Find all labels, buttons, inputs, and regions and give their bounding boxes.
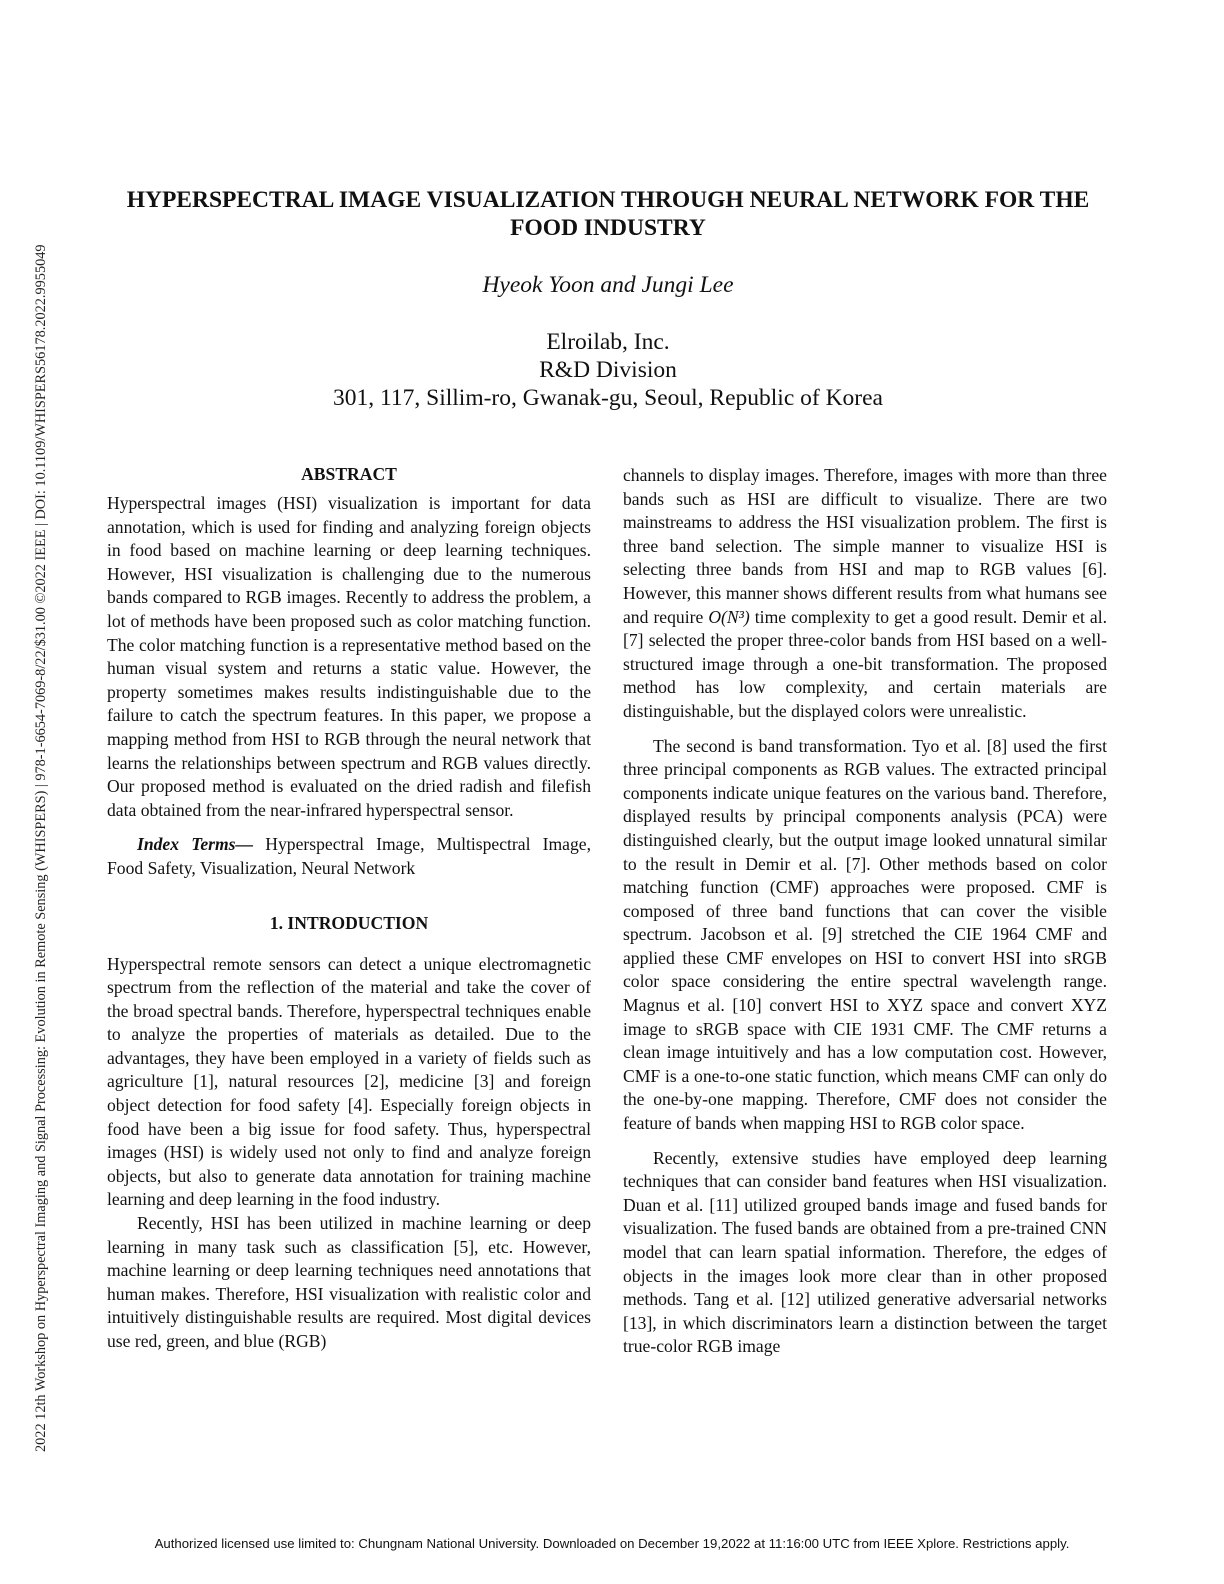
paper-authors: Hyeok Yoon and Jungi Lee <box>482 272 734 298</box>
affiliation-org: Elroilab, Inc. <box>546 329 670 355</box>
paper-title: HYPERSPECTRAL IMAGE VISUALIZATION THROUGH NEURAL NETWORK FOR THE FOOD INDUSTRY <box>126 187 1090 241</box>
left-column <box>107 462 591 1354</box>
intro-paragraph-2: Recently, HSI has been utilized in machine learning or deep learning in many task such as classification [5], etc. However, machine learning or deep learning techniques need annotations that human makes. Therefore, HSI visualization with realistic color and intuitively distinguishable results are required. Most digital devices use red, green, and blue (RGB) <box>107 1213 591 1351</box>
license-footer: Authorized licensed use limited to: Chungnam National University. Downloaded on December 19,2022 at 11:16:00 UTC from IEEE Xplore. Restrictions apply. <box>154 1536 1070 1551</box>
index-terms-text: Hyperspectral Image, Multispectral Image, Food Safety, Visualization, Neural Network <box>107 834 591 878</box>
affiliation <box>100 328 1116 412</box>
doi-side-note-text: 2022 12th Workshop on Hyperspectral Imaging and Signal Processing: Evolution in Remote Sensing (WHISPERS) | 978-1-6654-7069-8/22/$31.00 ©2022 IEEE | DOI: 10.1109/WHISPERS56178.2022.9955049 <box>33 244 49 1452</box>
index-terms-label: Index Terms— <box>137 834 254 855</box>
intro-paragraph-4: The second is band transformation. Tyo et al. [8] used the first three principal components as RGB values. The extracted principal components indicate unique features on the various band. Therefore, displayed results by principal components analysis (PCA) were distinguished clearly, but the output image looked unnatural similar to the result in Demir et al. [7]. Other methods based on color matching function (CMF) approaches were proposed. CMF is composed of three band functions that can cover the visible spectrum. Jacobson et al. [9] stretched the CIE 1964 CMF and applied these CMF envelopes on HSI to convert HSI into sRGB color space considering the entire spectral wavelength range. Magnus et al. [10] convert HSI to XYZ space and convert XYZ image to sRGB space with CIE 1931 CMF. The CMF returns a clean image intuitively and has a low computation cost. However, CMF is a one-to-one static function, which means CMF can only do the one-by-one mapping. Therefore, CMF does not consider the feature of bands when mapping HSI to RGB color space. <box>623 735 1107 1134</box>
intro-paragraph-1: Hyperspectral remote sensors can detect a unique electromagnetic spectrum from the reflection of the material and take the cover of the broad spectral bands. Therefore, hyperspectral techniques enable to analyze the properties of materials as detailed. Due to the advantages, they have been employed in a variety of fields such as agriculture [1], natural resources [2], medicine [3] and foreign object detection for food safety [4]. Especially foreign objects in food have been a big issue for food safety. Thus, hyperspectral images (HSI) is widely used not only to find and analyze foreign objects, but also to generate data annotation for training machine learning and deep learning in the food industry. <box>107 953 591 1210</box>
affiliation-division: R&D Division <box>539 357 677 383</box>
abstract-heading: ABSTRACT <box>301 464 397 484</box>
intro-paragraph-3 <box>623 464 1107 724</box>
intro-paragraph-3-part-a: channels to display images. Therefore, images with more than three bands such as HSI are difficult to visualize. There are two mainstreams to address the HSI visualization problem. The first is three band selection. The simple manner to visualize HSI is selecting three bands from HSI and map to RGB values [6]. However, this manner shows different results from what humans see and require <box>623 465 1107 627</box>
intro-paragraph-5: Recently, extensive studies have employed deep learning techniques that can consider band features when HSI visualization. Duan et al. [11] utilized grouped bands image and fused bands for visualization. The fused bands are obtained from a pre-trained CNN model that can learn spatial information. Therefore, the edges of objects in the images look more clear than in other proposed methods. Tang et al. [12] utilized generative adversarial networks [13], in which discriminators learn a distinction between the target true-color RGB image <box>623 1147 1107 1357</box>
right-column <box>623 464 1107 1359</box>
introduction-heading: 1. INTRODUCTION <box>269 912 429 933</box>
doi-side-note <box>0 0 49 1584</box>
intro-paragraph-3-part-b: time complexity to get a good result. Demir et al. [7] selected the proper three-color bands from HSI based on a well-structured image through a one-bit transformation. The proposed method has low complexity, and certain materials are distinguishable, but the displayed colors were unrealistic. <box>623 606 1107 721</box>
abstract-text: Hyperspectral images (HSI) visualization is important for data annotation, which is used for finding and analyzing foreign objects in food based on machine learning or deep learning techniques. However, HSI visualization is challenging due to the numerous bands compared to RGB images. Recently to address the problem, a lot of methods have been proposed such as color matching function. The color matching function is a representative method based on the human visual system and returns a static value. However, the property sometimes makes results indistinguishable due to the failure to catch the spectrum features. In this paper, we propose a mapping method from HSI to RGB through the neural network that learns the relationships between spectrum and RGB values directly. Our proposed method is evaluated on the dried radish and filefish data obtained from the near-infrared hyperspectral sensor. <box>107 493 591 820</box>
complexity-math: O(N³) <box>708 606 750 627</box>
index-terms <box>107 833 591 880</box>
affiliation-address: 301, 117, Sillim-ro, Gwanak-gu, Seoul, Republic of Korea <box>333 385 883 411</box>
